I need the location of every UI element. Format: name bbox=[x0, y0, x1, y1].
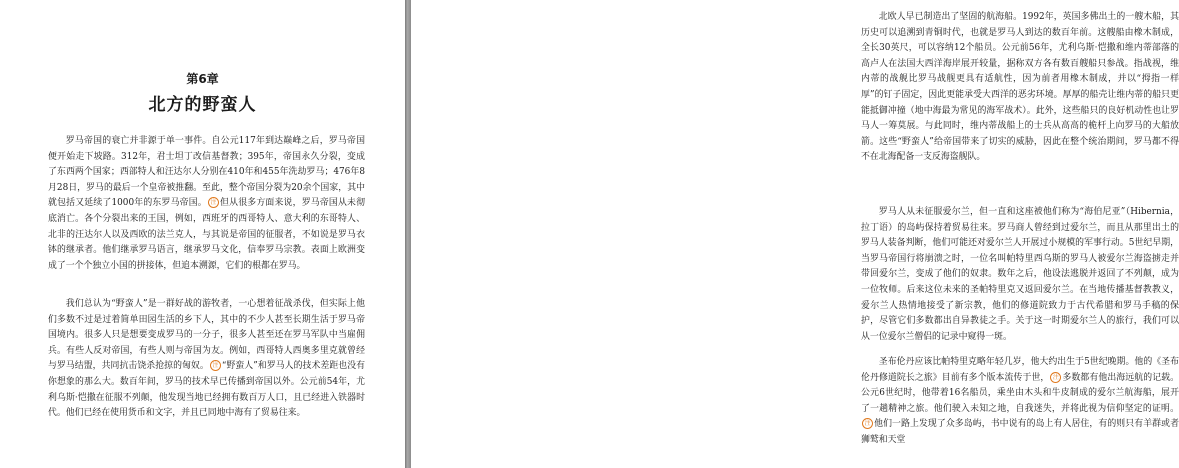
left-page bbox=[0, 0, 405, 468]
footnote-marker-icon[interactable]: 注 bbox=[210, 360, 221, 371]
right-paragraph-2: 罗马人从未征服爱尔兰，但一直和这座被他们称为“海伯尼亚”（Hibernia，拉丁语）的岛屿保持着贸易往来。罗马商人曾经到过爱尔兰，而且从那里出土的罗马人装备判断，他们可能还对爱尔兰人开展过小规模的军事行动。5世纪早期，当罗马帝国行将崩溃之时，一位名叫帕特里西乌斯的罗马人被爱尔兰海盗掳走并带回爱尔兰，变成了他们的奴隶。数年之后，他设法逃脱并返回了不列颠，成为一位牧师。后来这位未来的圣帕特里克又返回爱尔兰。在当地传播基督教教义，爱尔兰人热情地接受了新宗教，他们的修道院致力于古代希腊和罗马手稿的保护，尽管它们多数都出自异教徒之手。关于这一时期爱尔兰人的旅行，我们可以从一位爱尔兰僧侣的记录中窥得一斑。 bbox=[861, 207, 1179, 342]
left-paragraph-1 bbox=[48, 134, 365, 274]
paragraph-text: 多数都有他出海远航的记载。公元6世纪时，他带着16名船员，乘坐由木头和牛皮制成的爱尔兰航海船，展开了一趟精神之旅。他们驶入未知之地，自我迷失，并将此视为信仰坚定的证明。 bbox=[861, 372, 1179, 414]
chapter-number: 第6章 bbox=[186, 72, 219, 86]
paragraph-text: 圣布伦丹应该比帕特里克略年轻几岁，他大约出生于5世纪晚期。他的《圣布伦丹修道院长之旅》目前有多个版本流传于世， bbox=[861, 357, 1179, 383]
footnote-marker-icon[interactable]: 注 bbox=[208, 197, 219, 208]
paragraph-text: 罗马帝国的衰亡并非源于单一事件。自公元117年到达巅峰之后，罗马帝国便开始走下坡路。312年，君士坦丁改信基督教；395年，帝国永久分裂，变成了东西两个国家；西部特人和汪达尔人分别在410年和455年洗劫罗马；476年8月28日，罗马的最后一个皇帝被推翻。至此，整个帝国分裂为20余个国家，其中就包括又延续了1000年的东罗马帝国。 bbox=[48, 136, 365, 209]
right-paragraph-1: 北欧人早已制造出了坚固的航海船。1992年，英国多佛出土的一艘木船，其历史可以追溯到青铜时代，也就是罗马人到达的数百年前。这艘船由橡木制成，全长30英尺，可以容纳12个船员。公元前56年，尤利乌斯·恺撒和维内蒂部落的高卢人在法国大西洋海岸展开较量，据称双方各有数百艘船只参战。指战视，维内蒂的战舰比罗马战舰更具有适航性，因为前者用橡木制成，并以“拇指一样厚”的钉子固定，因此更能承受大西洋的恶劣环境。厚厚的船壳让维内蒂的船只更能抵御冲撞（地中海最为常见的海军战术）。此外，这些船只的良好机动性也让罗马人一筹莫展。与此同时，维内蒂战船上的士兵从高高的桅杆上向罗马的大船放箭。这些“野蛮人”给帝国带来了切实的威胁，因此在整个统治期间，罗马都不得不在北海配备一支反海盗舰队。 bbox=[861, 12, 1179, 163]
chapter-title: 北方的野蛮人 bbox=[148, 95, 257, 115]
footnote-marker-icon[interactable]: 注 bbox=[862, 418, 873, 429]
right-page bbox=[411, 0, 1179, 468]
right-paragraph-3 bbox=[861, 355, 1179, 449]
paragraph-text: 我们总认为“野蛮人”是一群好战的游牧者，一心想着征战杀伐，但实际上他们多数不过是过着简单田园生活的乡下人，其中的不少人甚至长期生活于罗马帝国境内。很多人只是想要变成罗马的一分子，很多人甚至还在罗马军队中当雇佣兵。有些人反对帝国，有些人则与帝国为友。例如，西哥特人西奥多里克就曾经与罗马结盟，共同抗击饶杀抢掠的匈奴。 bbox=[48, 299, 365, 372]
footnote-marker-icon[interactable]: 注 bbox=[1050, 372, 1061, 383]
paragraph-text: 但从很多方面来说，罗马帝国从未彻底消亡。各个分裂出来的王国，例如，西班牙的西哥特人、意大利的东哥特人、北非的汪达尔人以及西欧的法兰克人，与其说是帝国的征服者，不如说是罗马衣钵的继承者。他们继承罗马语言，继承罗马文化，信奉罗马宗教。表面上欧洲变成了一个个独立小国的拼接体，但追本溯源，它们的根都在罗马。 bbox=[48, 198, 365, 271]
left-paragraph-2 bbox=[48, 297, 365, 422]
paragraph-text: 他们一路上发现了众多岛屿，书中说有的岛上有人居住，有的则只有羊群或者狮鹫和天堂 bbox=[861, 419, 1179, 445]
paragraph-text: “野蛮人”和罗马人的技术差距也没有你想象的那么大。数百年间，罗马的技术早已传播到帝国以外。公元前54年，尤利乌斯·恺撒在征服不列颠，他发现当地已经拥有数百万人口，且已经进入铁器时代。他们已经在使用货币和文字，并且已同地中海有了贸易往来。 bbox=[48, 361, 366, 419]
